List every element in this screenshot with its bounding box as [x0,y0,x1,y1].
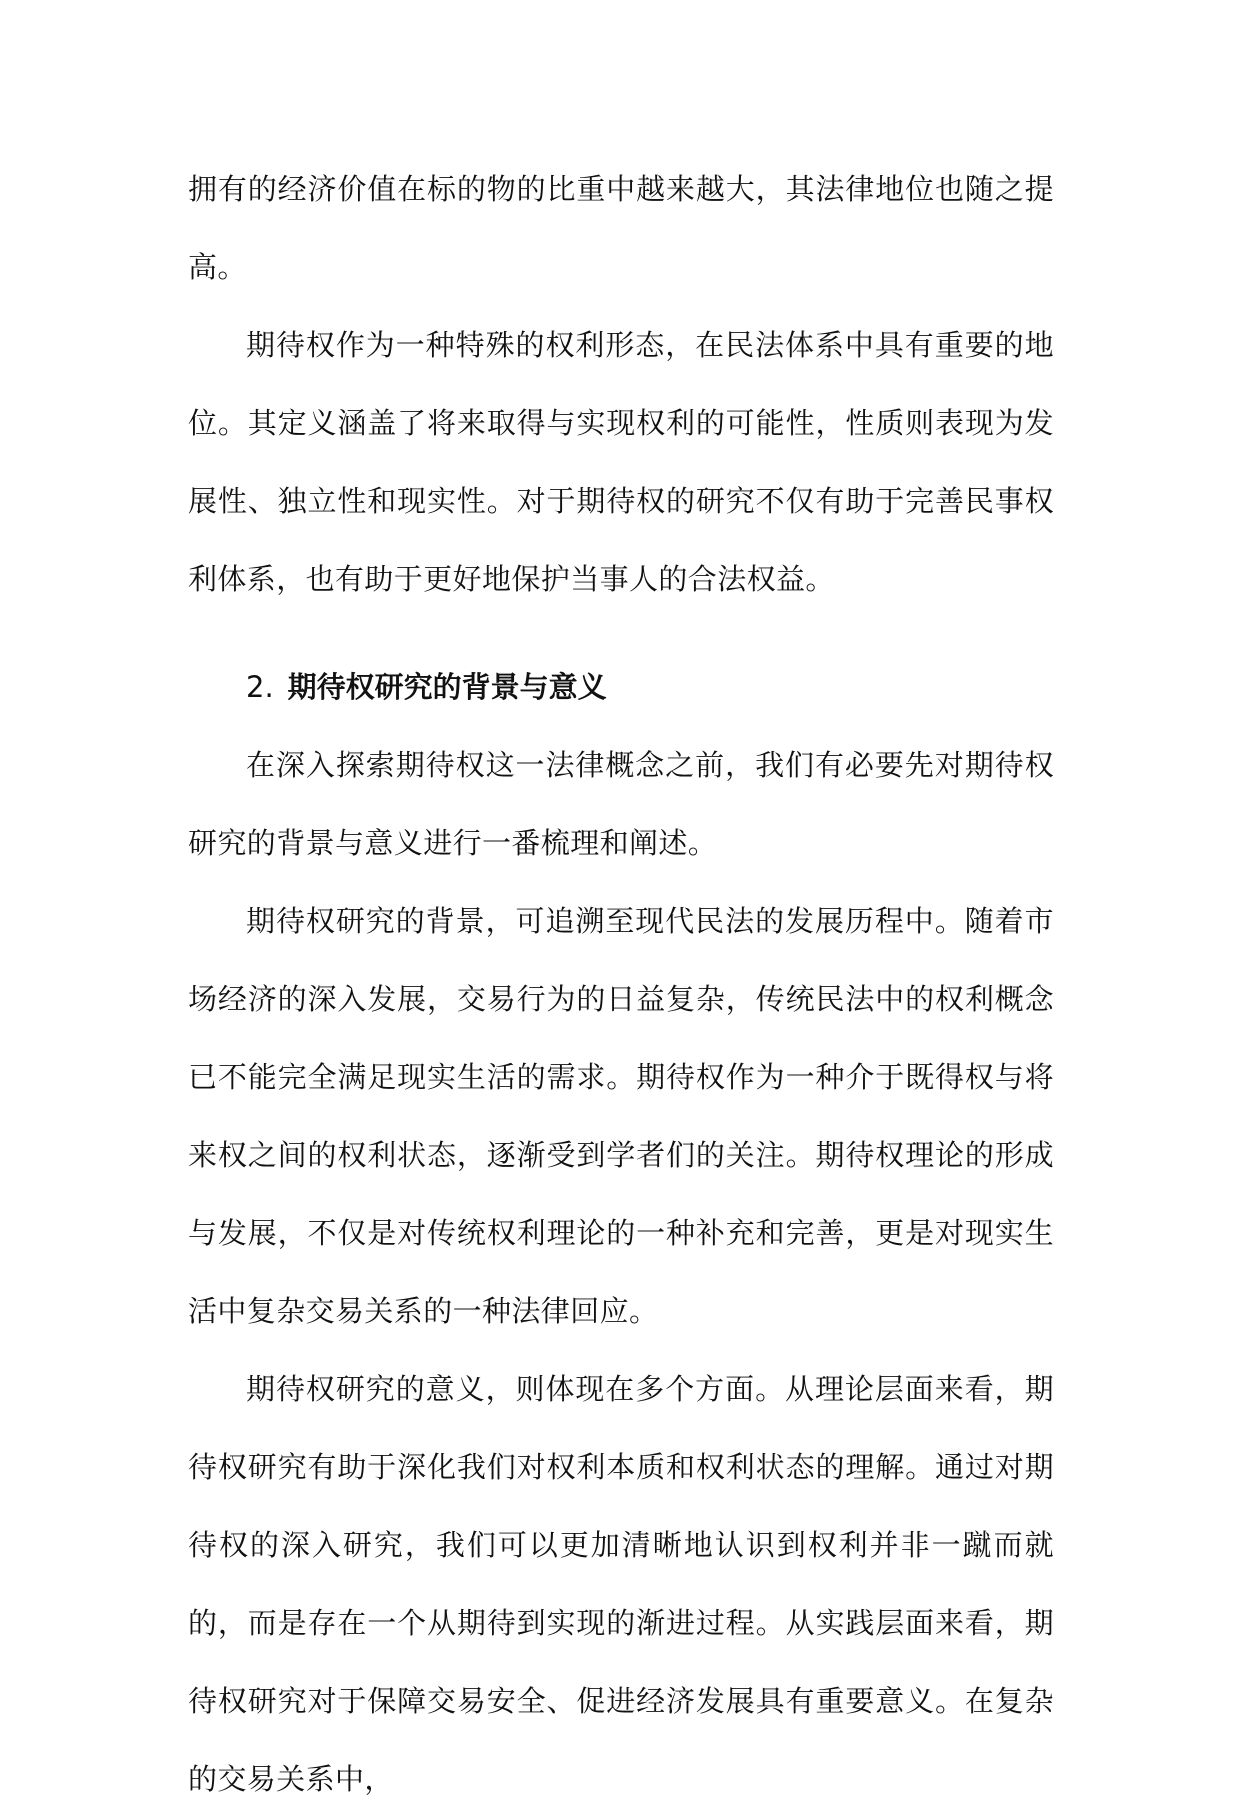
section-number: 2. [246,670,274,704]
paragraph-intro: 在深入探索期待权这一法律概念之前，我们有必要先对期待权研究的背景与意义进行一番梳理和阐述。 [188,748,1054,860]
section-title: 期待权研究的背景与意义 [287,670,607,704]
paragraph-significance: 期待权研究的意义，则体现在多个方面。从理论层面来看，期待权研究有助于深化我们对权利本质和权利状态的理解。通过对期待权的深入研究，我们可以更加清晰地认识到权利并非一蹴而就的，而是存在一个从期待到实现的渐进过程。从实践层面来看，期待权研究对于保障交易安全、促进经济发展具有重要意义。在复杂的交易关系中， [188,1372,1054,1796]
document-body [188,150,1054,1818]
paragraph-background: 期待权研究的背景，可追溯至现代民法的发展历程中。随着市场经济的深入发展，交易行为的日益复杂，传统民法中的权利概念已不能完全满足现实生活的需求。期待权作为一种介于既得权与将来权之间的权利状态，逐渐受到学者们的关注。期待权理论的形成与发展，不仅是对传统权利理论的一种补充和完善，更是对现实生活中复杂交易关系的一种法律回应。 [188,904,1054,1328]
paragraph-summary: 期待权作为一种特殊的权利形态，在民法体系中具有重要的地位。其定义涵盖了将来取得与实现权利的可能性，性质则表现为发展性、独立性和现实性。对于期待权的研究不仅有助于完善民事权利体系，也有助于更好地保护当事人的合法权益。 [188,328,1054,596]
paragraph-continuation: 拥有的经济价值在标的物的比重中越来越大，其法律地位也随之提高。 [188,172,1054,284]
section-heading [188,648,1054,726]
